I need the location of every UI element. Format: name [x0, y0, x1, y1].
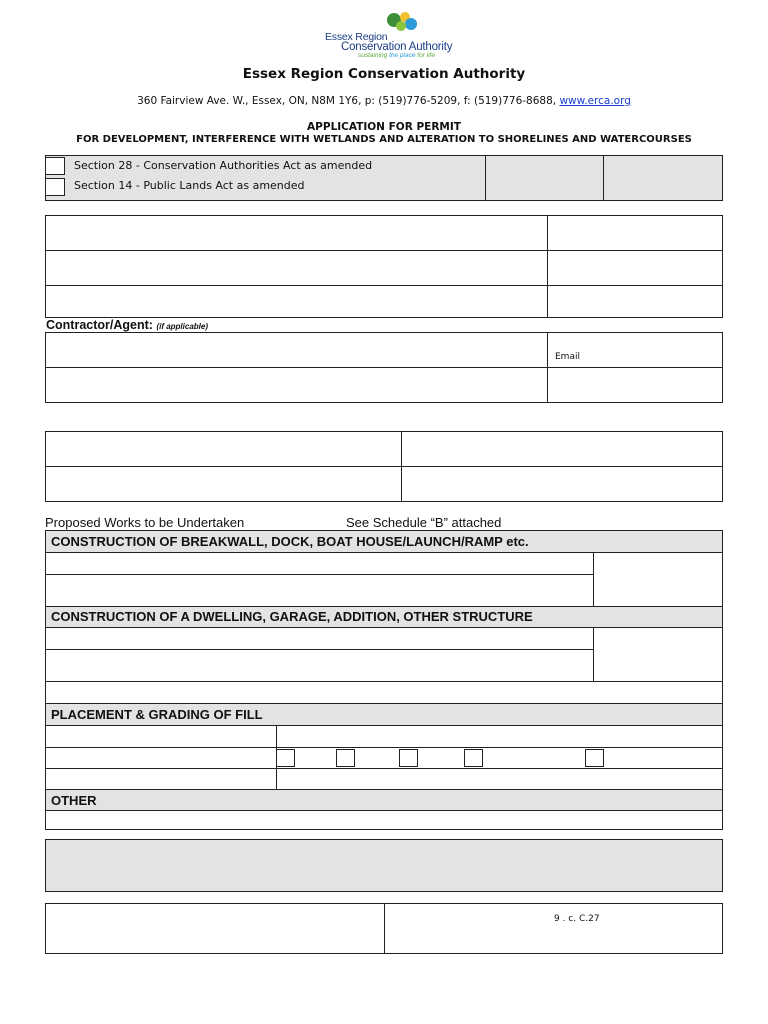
- fill-header: PLACEMENT & GRADING OF FILL: [51, 707, 263, 722]
- row-divider: [45, 574, 593, 575]
- col-divider: [401, 431, 402, 502]
- fill-option-checkbox-1[interactable]: [276, 749, 295, 767]
- section14-label: Section 14 - Public Lands Act as amended: [74, 179, 305, 192]
- other-header-bg: [46, 790, 722, 810]
- row-divider: [45, 367, 723, 368]
- col-divider: [547, 332, 548, 403]
- email-label: Email: [555, 352, 580, 362]
- fill-option-checkbox-5[interactable]: [585, 749, 604, 767]
- proposed-works-label: Proposed Works to be Undertaken: [45, 515, 245, 530]
- applicant-table: [45, 215, 723, 318]
- row-divider: [45, 747, 723, 748]
- fill-option-checkbox-4[interactable]: [464, 749, 483, 767]
- logo-tagline: sustaining the place for life: [358, 52, 435, 59]
- divider: [603, 155, 604, 201]
- section28-label: Section 28 - Conservation Authorities Act as amended: [74, 159, 373, 172]
- dwelling-header: CONSTRUCTION OF A DWELLING, GARAGE, ADDITION, OTHER STRUCTURE: [51, 609, 533, 624]
- row-divider: [45, 649, 593, 650]
- website-link[interactable]: www.erca.org: [559, 95, 631, 107]
- section14-checkbox[interactable]: [45, 178, 65, 196]
- row-divider: [45, 725, 723, 726]
- other-header: OTHER: [51, 793, 97, 808]
- logo-line1: Essex Region: [325, 31, 388, 43]
- schedule-label: See Schedule “B” attached: [346, 515, 502, 530]
- org-title: Essex Region Conservation Authority: [242, 66, 526, 82]
- row-divider: [45, 552, 723, 553]
- col-divider: [593, 627, 594, 681]
- application-title: APPLICATION FOR PERMIT: [307, 121, 461, 133]
- row-divider: [45, 627, 723, 628]
- org-address: 360 Fairview Ave. W., Essex, ON, N8M 1Y6, p: (519)776-5209, f: (519)776-8688, www.erca.org: [137, 95, 631, 107]
- divider: [485, 155, 486, 201]
- application-subtitle: FOR DEVELOPMENT, INTERFERENCE WITH WETLANDS AND ALTERATION TO SHORELINES AND WATERCOURSES: [76, 134, 692, 145]
- row-divider: [45, 285, 723, 286]
- col-divider: [593, 552, 594, 606]
- act-reference: 9 . c. C.27: [554, 914, 600, 924]
- fill-option-checkbox-2[interactable]: [336, 749, 355, 767]
- col-divider: [384, 903, 385, 954]
- row-divider: [45, 466, 723, 467]
- col-divider: [547, 215, 548, 318]
- fill-option-checkbox-3[interactable]: [399, 749, 418, 767]
- office-use-box: [45, 839, 723, 892]
- section28-checkbox[interactable]: [45, 157, 65, 175]
- row-divider: [45, 810, 723, 811]
- works-table: [45, 530, 723, 830]
- row-divider: [45, 768, 723, 769]
- contractor-label: Contractor/Agent: (if applicable): [46, 318, 208, 332]
- logo-line2: Conservation Authority: [341, 41, 453, 53]
- row-divider: [45, 681, 723, 682]
- row-divider: [45, 250, 723, 251]
- breakwall-header: CONSTRUCTION OF BREAKWALL, DOCK, BOAT HOUSE/LAUNCH/RAMP etc.: [51, 534, 529, 549]
